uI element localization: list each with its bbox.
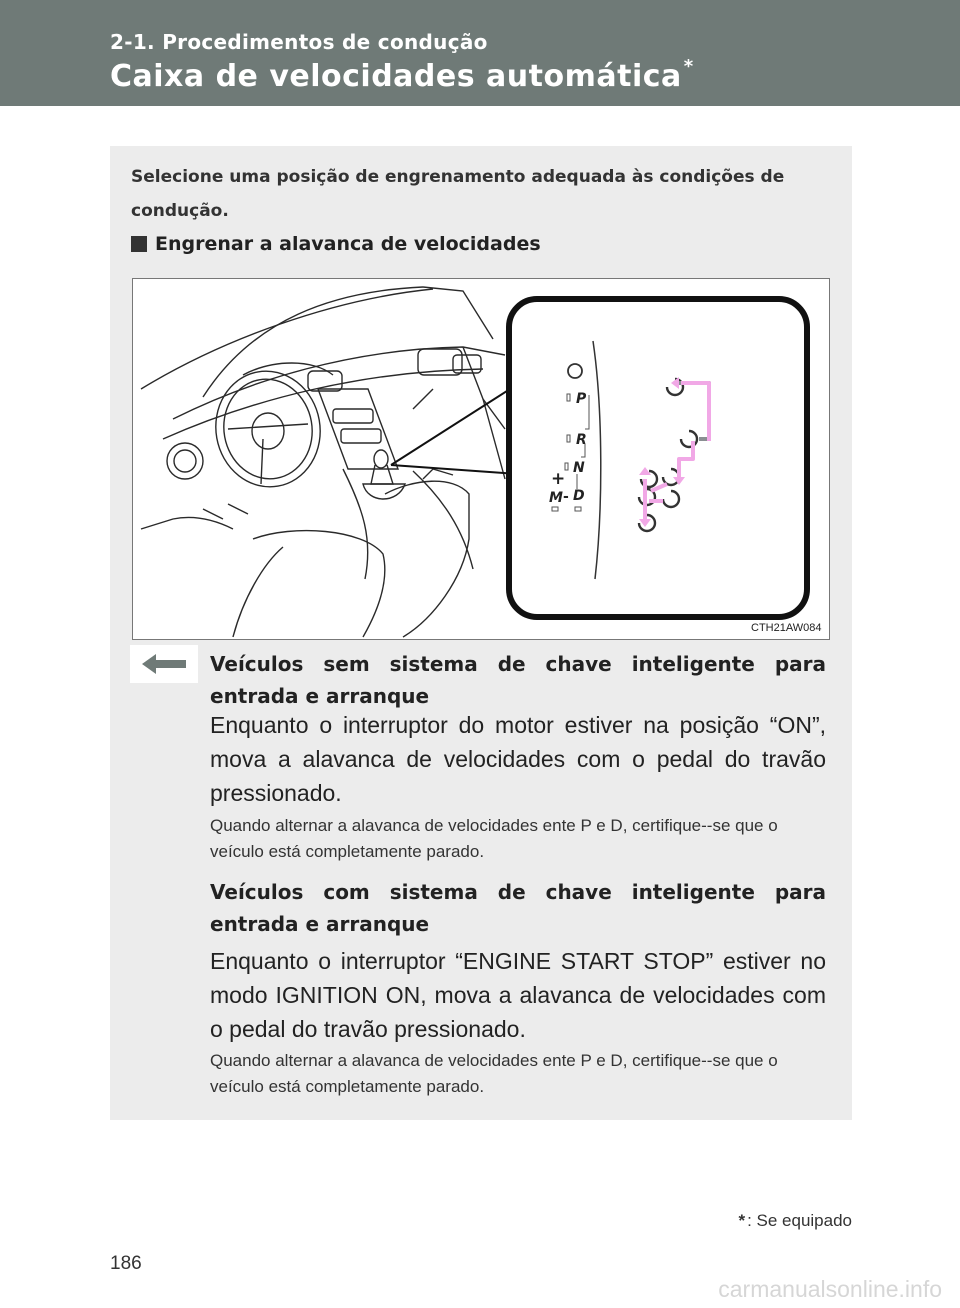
gear-selector-detail [509,299,807,617]
intro-text: Selecione uma posição de engrenamento adequada às condições de condução. [131,167,785,221]
watermark: carmanualsonline.info [718,1276,942,1302]
gear-label-d: D [573,488,585,504]
page-title-text: Caixa de velocidades automática [110,59,682,94]
footnote [738,1211,852,1231]
back-arrow-icon [130,645,198,683]
chapter-header [0,0,960,106]
illustration-svg [133,279,829,639]
manual-plus-label: + [551,469,566,489]
manual-minus-label: - [563,489,569,505]
gear-label-r: R [576,432,587,448]
page-number: 186 [110,1253,142,1274]
page-title [110,56,694,94]
section-label: 2-1. Procedimentos de condução [110,30,488,54]
footnote-text: : Se equipado [747,1211,852,1230]
callout-line [391,384,518,474]
gear-label-n: N [573,460,585,476]
item-2-body: Enquanto o interruptor “ENGINE START STOP” estiver no modo IGNITION ON, mova a alavanca de velocidades com o pedal do travão pressionado. [210,948,826,1042]
shift-lever-illustration [132,278,830,640]
equipped-mark: * [683,56,694,77]
sub-heading-text: Engrenar a alavanca de velocidades [155,233,541,255]
item-2-title: Veículos com sistema de chave inteligente para entrada e arranque [210,880,826,936]
footnote-mark: * [738,1211,746,1230]
manual-m-label: M [549,490,563,506]
sub-heading [131,233,541,255]
square-bullet-icon [131,236,147,252]
dashboard-drawing [141,287,505,637]
gear-label-p: P [576,391,587,407]
item-1-note: Quando alternar a alavanca de velocidades ente P e D, certifique--se que o veículo está completamente parado. [210,816,778,861]
item-1-title: Veículos sem sistema de chave inteligente para entrada e arranque [210,652,826,708]
item-2-note: Quando alternar a alavanca de velocidades ente P e D, certifique--se que o veículo está completamente parado. [210,1051,778,1096]
item-1-body: Enquanto o interruptor do motor estiver na posição “ON”, mova a alavanca de velocidades com o pedal do travão pressionado. [210,712,826,806]
figure-code: CTH21AW084 [751,622,822,634]
